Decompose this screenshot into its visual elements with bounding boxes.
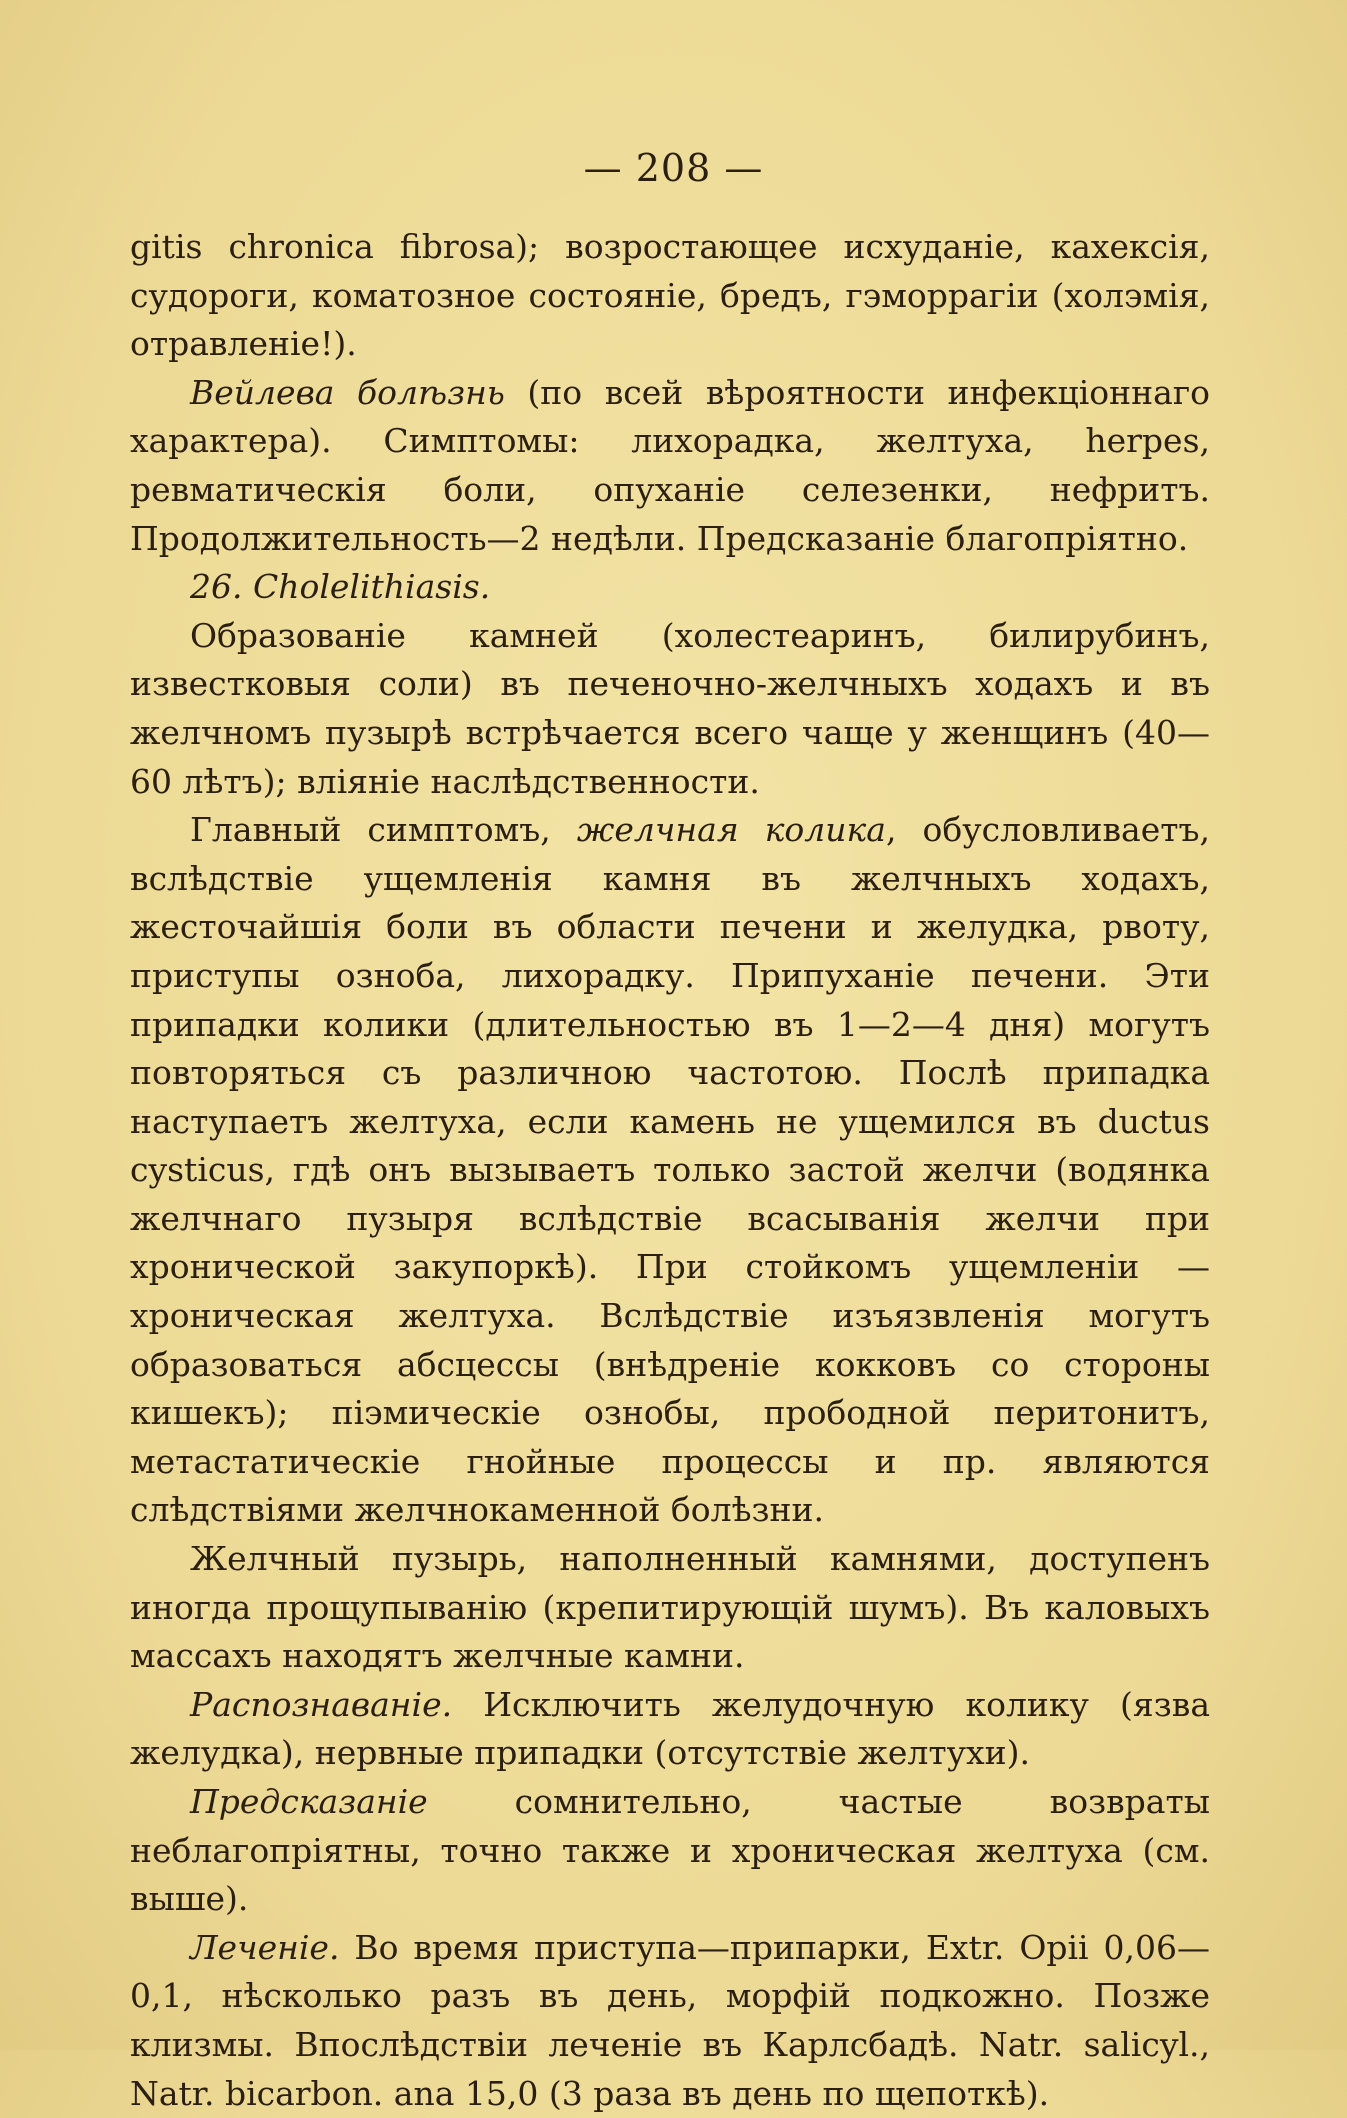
paragraph-weil-disease (130, 369, 1210, 563)
emphasized-term: желчная колика (576, 810, 886, 850)
paragraph-stone-formation (130, 612, 1210, 806)
paragraph-treatment (130, 1924, 1210, 2118)
paragraph-text: Во время приступа—припарки, Extr. Opii 0,06—0,1, нѣсколько разъ въ день, морфій подкожно. Позже клизмы. Впослѣдствіи леченіе въ Карлсбадѣ. Natr. salicyl., Natr. bicarbon. ana 15,0 (3 раза въ день по щепоткѣ). (130, 1927, 1210, 2113)
paragraph-lead: Предсказаніе (190, 1782, 428, 1821)
paragraph-text: Исключить желудочную колику (язва желудка), нервные припадки (отсутствіе желтухи). (130, 1684, 1210, 1773)
paragraph-main-symptom (130, 806, 1210, 1535)
paragraph-text: Образованіе камней (холестеаринъ, билирубинъ, известковыя соли) въ печеночно-желчныхъ ходахъ и въ желчномъ пузырѣ встрѣчается всего чаще у женщинъ (40—60 лѣтъ); вліяніе наслѣдственности. (130, 615, 1210, 801)
paragraph-continuation (130, 223, 1210, 369)
paragraph-text: Желчный пузырь, наполненный камнями, доступенъ иногда прощупыванію (крепитирующій шумъ). Въ каловыхъ массахъ находятъ желчные камни. (130, 1539, 1210, 1676)
section-heading-cholelithiasis (130, 563, 1210, 612)
paragraph-text: gitis chronica fibrosa); возростающее исхуданіе, кахексія, судороги, коматозное состояніе, бредъ, гэморрагіи (холэмія, отравленіе!). (130, 227, 1210, 364)
paragraph-diagnosis (130, 1681, 1210, 1778)
section-heading: 26. Cholelithiasis. (190, 567, 491, 607)
paragraph-text: (по всей вѣроятности инфекціоннаго характера). Симптомы: лихорадка, желтуха, herpes, ревматическія боли, опуханіе селезенки, нефритъ. Продолжительность—2 недѣли. Предсказаніе благопріятно. (130, 372, 1210, 558)
paragraph-lead: Распознаваніе. (190, 1684, 453, 1724)
paragraph-prognosis (130, 1778, 1210, 1924)
paragraph-lead: Вейлева болѣзнь (190, 372, 505, 412)
paragraph-text: Главный симптомъ, желчная колика, обусловливаетъ, вслѣдствіе ущемленія камня въ желчныхъ ходахъ, жесточайшія боли въ области печени и желудка, рвоту, приступы озноба, лихорадку. Припуханіе печени. Эти припадки колики (длительностью въ 1—2—4 дня) могутъ повторяться съ различною частотою. Послѣ припадка наступаетъ желтуха, если камень не ущемился въ ductus cysticus, гдѣ онъ вызываетъ только застой желчи (водянка желчнаго пузыря вслѣдствіе всасыванія желчи при хронической закупоркѣ). При стойкомъ ущемленіи — хроническая желтуха. Вслѣдствіе изъязвленія могутъ образоваться абсцессы (внѣдреніе кокковъ со стороны кишекъ); піэмическіе ознобы, прободной перитонитъ, метастатическіе гнойные процессы и пр. являются слѣдствіями желчнокаменной болѣзни. (130, 810, 1210, 1530)
page-number: — 208 — (583, 146, 764, 190)
page-text (130, 223, 1210, 2118)
paragraph-text: сомнительно, частые возвраты неблагопріятны, точно также и хроническая желтуха (см. выше). (130, 1782, 1210, 1919)
paragraph-lead: Леченіе. (190, 1927, 340, 1967)
paragraph-gallbladder (130, 1535, 1210, 1681)
